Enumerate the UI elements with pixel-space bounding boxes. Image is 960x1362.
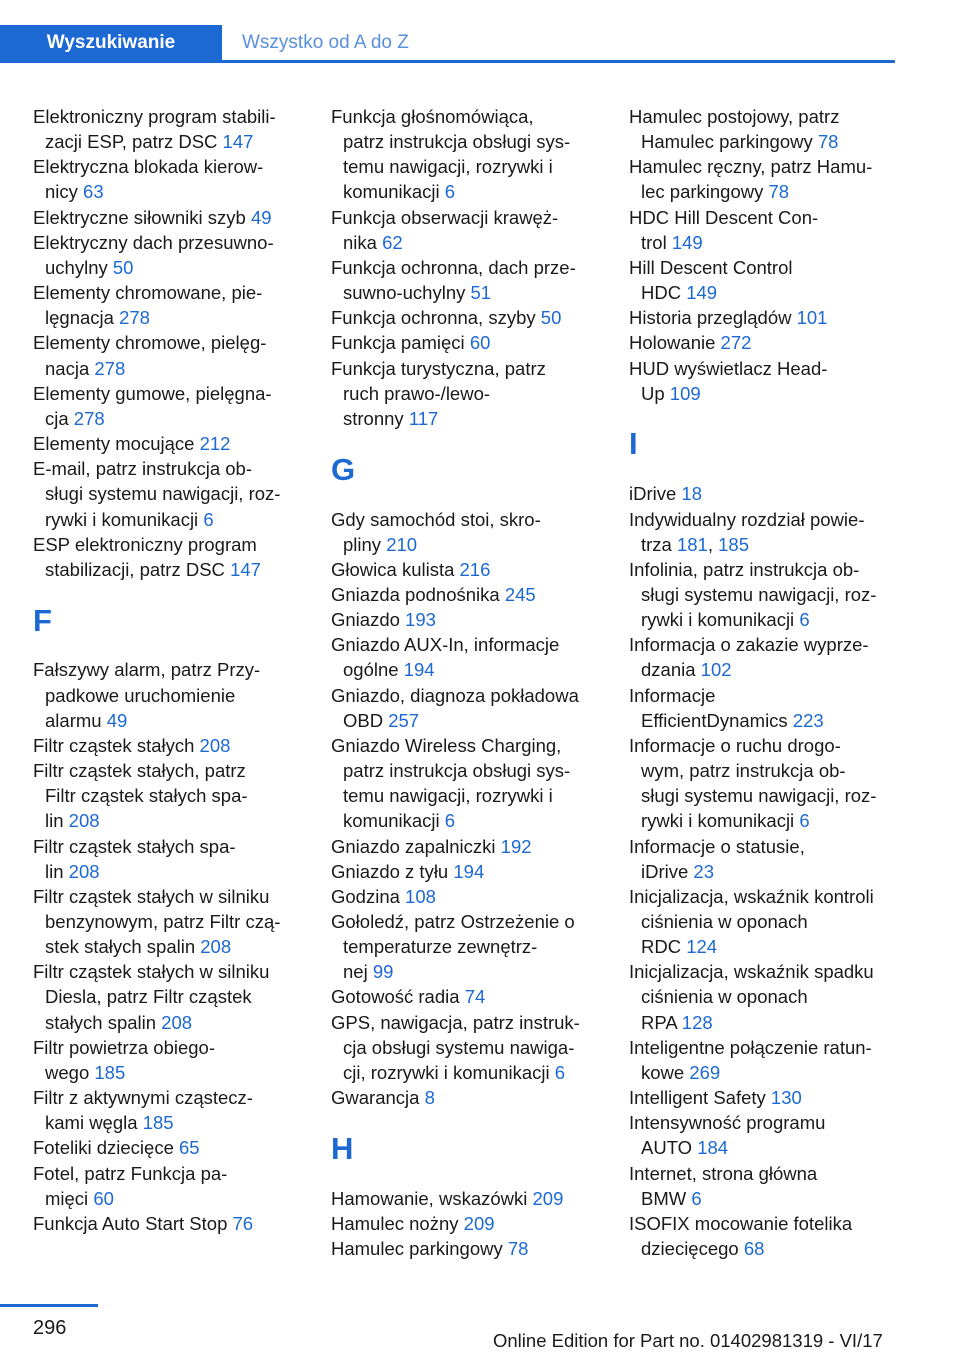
entry-text: OBD [343,709,389,731]
index-entry [331,632,616,682]
page-link[interactable]: 208 [68,810,100,832]
page-link[interactable]: 124 [686,936,718,958]
index-column-3 [629,104,914,1261]
page-link[interactable]: 181 [676,533,708,555]
page-link[interactable]: 185 [94,1061,126,1083]
entry-text: Elementy chromowane, pie‐ [33,282,263,304]
page-link[interactable]: 278 [73,407,105,429]
page-link[interactable]: 49 [250,206,272,228]
page-link[interactable]: 128 [681,1011,713,1033]
page-link[interactable]: 208 [68,860,100,882]
page-link[interactable]: 78 [817,131,839,153]
entry-text: Infolinia, patrz instrukcja ob‐ [629,558,860,580]
entry-text: Funkcja obserwacji krawęż‐ [331,206,559,228]
entry-text: stabilizacji, patrz DSC [45,558,231,580]
entry-text: patrz instrukcja obsługi sys‐ [343,131,571,153]
entry-text: Diesla, patrz Filtr cząstek [45,986,252,1008]
index-entry [331,305,616,330]
index-entry [33,1161,318,1211]
page-link[interactable]: 216 [459,558,491,580]
entry-text: RDC [641,936,687,958]
entry-text: kowe [641,1061,690,1083]
index-entry [33,884,318,959]
index-entry [331,104,616,205]
index-entry [33,657,318,732]
index-entry [629,330,914,355]
ref-separator: , [707,533,719,555]
page-link[interactable]: 278 [119,307,150,329]
page-link[interactable]: 6 [799,609,810,631]
entry-text: pliny [343,533,387,555]
entry-text: Informacja o zakazie wyprze‐ [629,634,869,656]
entry-text: Historia przeglądów [629,307,797,329]
entry-text: Filtr z aktywnymi cząstecz‐ [33,1087,253,1109]
index-entry [629,557,914,632]
index-column-2 [331,104,616,1261]
page-link[interactable]: 50 [112,256,134,278]
index-entry [331,205,616,255]
page-link[interactable]: 76 [232,1212,254,1234]
index-entry [331,1186,616,1211]
page-link[interactable]: 62 [382,231,403,253]
page-link[interactable]: 6 [799,810,810,832]
page-link[interactable]: 149 [671,231,703,253]
entry-text: Elektryczna blokada kierow‐ [33,156,264,178]
entry-text: temu nawigacji, rozrywki i [343,785,553,807]
entry-text: Funkcja ochronna, dach prze‐ [331,256,576,278]
entry-text: Fałszywy alarm, patrz Przy‐ [33,659,261,681]
entry-text: Inteligentne połączenie ratun‐ [629,1036,872,1058]
page-link[interactable]: 184 [697,1137,729,1159]
index-entry [33,330,318,380]
entry-text: HUD wyświetlacz Head- [629,357,828,379]
entry-text: sługi systemu nawigacji, roz‐ [641,785,877,807]
index-entry [331,607,616,632]
entry-text: Inicjalizacja, wskaźnik spadku [629,961,874,983]
page-link[interactable]: 130 [770,1087,802,1109]
entry-text: Elektryczne siłowniki szyb [33,206,251,228]
entry-text: dzania [641,659,701,681]
index-entry [33,1211,318,1236]
entry-text: Gniazdo [331,609,406,631]
index-entry [629,1161,914,1211]
entry-text: sługi systemu nawigacji, roz‐ [641,583,877,605]
entry-text: Gniazdo z tyłu [331,860,454,882]
index-entry [629,205,914,255]
entry-text: Indywidualny rozdział powie‐ [629,508,865,530]
page-link[interactable]: 6 [554,1061,566,1083]
page-link[interactable]: 108 [405,885,436,907]
index-entry [331,255,616,305]
index-entry [331,1010,616,1085]
entry-text: mięci [45,1187,94,1209]
index-entry [331,984,616,1009]
section-letter: F [33,602,52,638]
index-entry [629,683,914,733]
entry-text: dziecięcego [641,1238,744,1260]
page-link[interactable]: 192 [500,835,532,857]
page-link[interactable]: 74 [464,986,486,1008]
entry-text: Informacje [629,684,716,706]
entry-text: kami węgla [45,1112,143,1134]
index-entry [629,255,914,305]
entry-text: uchylny [45,256,113,278]
page-link[interactable]: 102 [700,659,732,681]
index-entry [33,733,318,758]
index-entry [331,582,616,607]
entry-text: lęgnacja [45,307,120,329]
index-entry [629,632,914,682]
entry-text: Gołoledź, patrz Ostrzeżenie o [331,911,575,933]
index-entry [629,1110,914,1160]
index-entry [33,1085,318,1135]
page-link[interactable]: 65 [179,1137,200,1159]
index-entry [629,507,914,557]
page-link[interactable]: 209 [532,1187,564,1209]
page-link[interactable]: 49 [106,709,128,731]
entry-text: wego [45,1061,95,1083]
index-entry [331,733,616,834]
entry-text: Hamulec ręczny, patrz Hamu‐ [629,156,873,178]
entry-text: iDrive [629,483,682,505]
entry-text: Funkcja pamięci [331,332,470,354]
entry-text: Gotowość radia [331,986,465,1008]
page-link[interactable]: 63 [83,181,104,203]
page-link[interactable]: 149 [686,282,718,304]
entry-text: wym, patrz instrukcja ob‐ [641,760,846,782]
entry-text: Gwarancja [331,1087,425,1109]
page-link[interactable]: 209 [463,1212,495,1234]
entry-text: Hamulec nożny [331,1212,464,1234]
entry-text: trza [641,533,677,555]
entry-text: cja [45,407,74,429]
entry-text: Gdy samochód stoi, skro‐ [331,508,541,530]
entry-text: cja obsługi systemu nawiga‐ [343,1036,575,1058]
page-link[interactable]: 193 [405,609,436,631]
section-letter: I [629,426,638,462]
page-link[interactable]: 147 [230,558,261,580]
index-entry [33,381,318,431]
entry-text: ruch prawo-/lewo‐ [343,382,491,404]
index-entry [629,834,914,884]
entry-text: Intensywność programu [629,1112,826,1134]
page-link[interactable]: 6 [691,1187,702,1209]
entry-text: stronny [343,407,409,429]
index-entry [33,1135,318,1160]
entry-text: Gniazdo AUX-In, informacje [331,634,560,656]
entry-text: Inicjalizacja, wskaźnik kontroli [629,885,874,907]
page-number-divider [0,1304,98,1307]
page-link[interactable]: 68 [743,1238,765,1260]
entry-text: Filtr cząstek stałych w silniku [33,961,270,983]
entry-text: Gniazdo Wireless Charging, [331,734,562,756]
index-entry [331,356,616,431]
entry-text: stałych spalin [45,1011,162,1033]
index-entry [629,1035,914,1085]
entry-text: Filtr cząstek stałych spa‐ [45,785,248,807]
entry-text: nicy [45,181,84,203]
entry-text: ogólne [343,659,404,681]
entry-text: Funkcja głośnomówiąca, [331,106,534,127]
index-entry [33,834,318,884]
entry-text: temu nawigacji, rozrywki i [343,156,553,178]
index-entry [331,330,616,355]
footer-edition: Online Edition for Part no. 01402981319 - VI/17 [493,1330,883,1351]
index-entry [33,1035,318,1085]
page-link[interactable]: 208 [161,1011,193,1033]
page-link[interactable]: 185 [718,533,750,555]
index-entry [33,456,318,531]
page-link[interactable]: 18 [681,483,702,505]
page-link[interactable]: 6 [444,181,456,203]
index-entry [331,834,616,859]
index-entry [33,431,318,456]
index-entry [331,1085,616,1110]
index-entry [33,230,318,280]
entry-text: Gniazdo zapalniczki [331,835,501,857]
tab-wyszukiwanie[interactable]: Wyszukiwanie [0,25,222,60]
page-link[interactable]: 109 [669,382,701,404]
entry-text: komunikacji [343,181,445,203]
entry-text: trol [641,231,672,253]
entry-text: Intelligent Safety [629,1087,771,1109]
index-entry [331,1236,616,1261]
entry-text: Głowica kulista [331,558,460,580]
entry-text: HDC [641,282,687,304]
page-link[interactable]: 210 [386,533,418,555]
entry-text: suwno-uchylny [343,282,471,304]
index-entry [629,104,914,154]
entry-text: padkowe uruchomienie [45,684,236,706]
entry-text: HDC Hill Descent Con‐ [629,206,819,228]
entry-text: Hamulec parkingowy [331,1238,508,1260]
index-entry [331,507,616,557]
entry-text: RPA [641,1011,682,1033]
index-entry [331,884,616,909]
index-entry [33,959,318,1034]
entry-text: Foteliki dziecięce [33,1137,180,1159]
entry-text: komunikacji [343,810,445,832]
index-entry [33,205,318,230]
index-entry [331,1211,616,1236]
entry-text: Elektroniczny program stabili‐ [33,106,276,127]
page-link[interactable]: 194 [453,860,485,882]
entry-text: AUTO [641,1137,698,1159]
entry-text: Hamowanie, wskazówki [331,1187,533,1209]
entry-text: Hamulec parkingowy [641,131,818,153]
index-entry [331,859,616,884]
entry-text: sługi systemu nawigacji, roz‐ [45,483,281,505]
index-entry [33,280,318,330]
index-entry [629,959,914,1034]
page-link[interactable]: 50 [540,307,562,329]
entry-text: Filtr cząstek stałych spa‐ [33,835,236,857]
entry-text: Gniazda podnośnika [331,583,505,605]
entry-text: Fotel, patrz Funkcja pa‐ [33,1162,228,1184]
section-tabs [0,25,895,63]
index-entry [331,683,616,733]
entry-text: Elementy chromowe, pielęg‐ [33,332,267,354]
page-link[interactable]: 101 [796,307,828,329]
index-entry [629,481,914,506]
page-link[interactable]: 117 [408,407,439,429]
entry-text: Gniazdo, diagnoza pokładowa [331,684,579,706]
index-entry [629,356,914,406]
page-link[interactable]: 51 [470,282,492,304]
page-link[interactable]: 8 [424,1087,435,1109]
entry-text: nej [343,961,373,983]
entry-text: Filtr cząstek stałych, patrz [33,760,246,782]
page-link[interactable]: 278 [94,357,126,379]
page-link[interactable]: 208 [199,734,231,756]
page-link[interactable]: 245 [504,583,536,605]
entry-text: Funkcja Auto Start Stop [33,1212,233,1234]
index-entry [331,557,616,582]
index-entry [629,154,914,204]
page-link[interactable]: 60 [93,1187,114,1209]
page-number: 296 [33,1317,67,1339]
entry-text: rywki i komunikacji [641,609,800,631]
entry-text: Elektryczny dach przesuwno‐ [33,231,274,253]
entry-text: nika [343,231,383,253]
entry-text: Hill Descent Control [629,256,793,278]
entry-text: stek stałych spalin [45,936,201,958]
entry-text: ciśnienia w oponach [641,911,808,933]
page-link[interactable]: 185 [142,1112,174,1134]
page-link[interactable]: 208 [200,936,232,958]
page-link[interactable]: 78 [768,181,790,203]
entry-text: Filtr cząstek stałych w silniku [33,885,270,907]
section-letter: G [331,451,356,487]
page-link[interactable]: 6 [444,810,456,832]
entry-text: lec parkingowy [641,181,769,203]
entry-text: lin [45,810,69,832]
entry-text: Informacje o statusie, [629,835,805,857]
entry-text: ciśnienia w oponach [641,986,808,1008]
page-link[interactable]: 6 [203,508,214,530]
entry-text: nacja [45,357,95,379]
index-entry [629,1085,914,1110]
entry-text: temperaturze zewnętrz‐ [343,936,538,958]
page-link[interactable]: 23 [693,860,714,882]
entry-text: alarmu [45,709,107,731]
index-entry [33,758,318,833]
entry-text: Filtr cząstek stałych [33,734,200,756]
page-link[interactable]: 194 [403,659,435,681]
entry-text: rywki i komunikacji [45,508,204,530]
entry-text: rywki i komunikacji [641,810,800,832]
entry-text: Filtr powietrza obiego‐ [33,1036,215,1058]
page-link[interactable]: 223 [792,709,824,731]
entry-text: Elementy mocujące [33,433,200,455]
page-link[interactable]: 99 [372,961,394,983]
index-entry [629,733,914,834]
entry-text: zacji ESP, patrz DSC [45,131,223,153]
index-entry [33,104,318,154]
page-link[interactable]: 147 [222,131,254,153]
index-entry [33,154,318,204]
entry-text: Informacje o ruchu drogo‐ [629,734,841,756]
entry-text: GPS, nawigacja, patrz instruk‐ [331,1011,580,1033]
index-entry [629,1211,914,1261]
entry-text: Holowanie [629,332,721,354]
page-link[interactable]: 272 [720,332,752,354]
entry-text: ESP elektroniczny program [33,533,257,555]
index-entry [331,909,616,984]
entry-text: benzynowym, patrz Filtr czą‐ [45,911,281,933]
index-column-1 [33,104,318,1236]
entry-text: Internet, strona główna [629,1162,818,1184]
index-entry [629,884,914,959]
page-link[interactable]: 60 [469,332,491,354]
entry-text: Up [641,382,670,404]
entry-text: Elementy gumowe, pielęgna‐ [33,382,272,404]
page-link[interactable]: 212 [199,433,231,455]
section-letter: H [331,1130,354,1166]
entry-text: Funkcja ochronna, szyby [331,307,541,329]
entry-text: ISOFIX mocowanie fotelika [629,1212,853,1234]
entry-text: BMW [641,1187,692,1209]
index-entry [629,305,914,330]
page-link[interactable]: 257 [388,709,420,731]
entry-text: lin [45,860,69,882]
page-link[interactable]: 269 [689,1061,721,1083]
entry-text: Funkcja turystyczna, patrz [331,357,546,379]
page-link[interactable]: 78 [507,1238,529,1260]
entry-text: Godzina [331,885,406,907]
entry-text: iDrive [641,860,694,882]
entry-text: Hamulec postojowy, patrz [629,106,840,127]
entry-text: EfficientDynamics [641,709,793,731]
entry-text: E-mail, patrz instrukcja ob‐ [33,458,252,480]
header-divider [0,60,895,63]
tab-wszystko-od-a-do-z[interactable]: Wszystko od A do Z [242,31,409,53]
entry-text: cji, rozrywki i komunikacji [343,1061,555,1083]
index-entry [33,532,318,582]
entry-text: patrz instrukcja obsługi sys‐ [343,760,571,782]
